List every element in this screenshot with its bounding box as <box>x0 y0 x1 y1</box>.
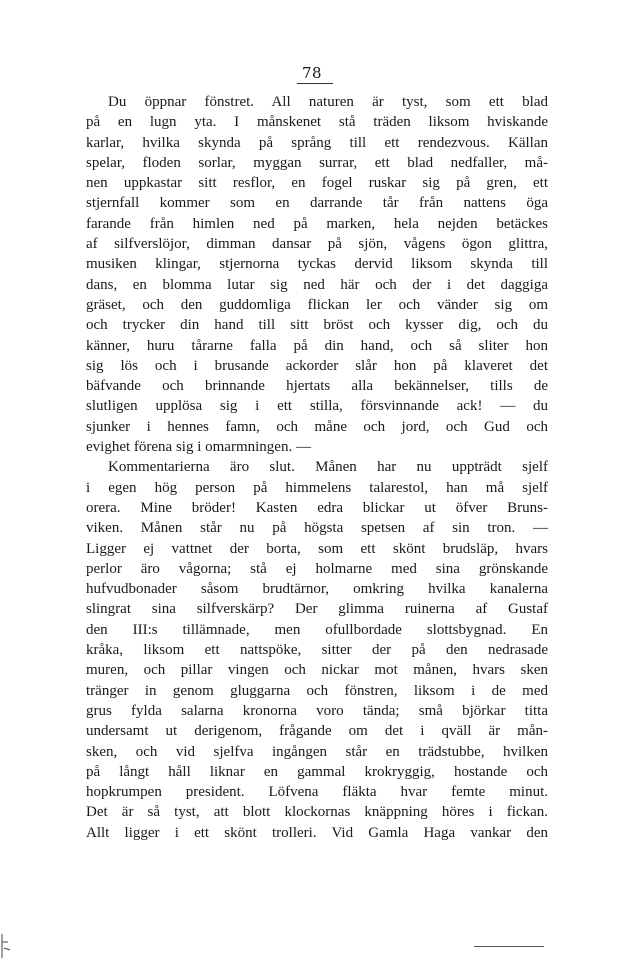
text-line: af silfverslöjor, dimman dansar på sjön, vågens ögon glittra, <box>86 236 548 253</box>
text-line: Allt ligger i ett skönt trolleri. Vid Gamla Haga vankar den <box>86 824 548 841</box>
text-line: kråka, liksom ett nattspöke, sitter der på den nedrasade <box>86 642 548 659</box>
bottom-rule <box>474 946 544 947</box>
text-line: på långt håll liknar en gammal krokryggig, hostande och <box>86 763 548 780</box>
text-line: farande från himlen ned på marken, hela nejden betäckes <box>86 215 548 232</box>
text-line: Det är så tyst, att blott klockornas knäppning höres i fickan. <box>86 804 548 821</box>
text-line: karlar, hvilka skynda på språng till ett rendezvous. Källan <box>86 134 548 151</box>
text-line: muren, och pillar vingen och nickar mot månen, hvars sken <box>86 662 548 679</box>
text-line: känner, huru tårarne falla på din hand, och så sliter hon <box>86 337 548 354</box>
text-line: bäfvande och brinnande hjertats alla bekännelser, tills de <box>86 378 548 395</box>
text-line: nen uppkastar sitt resflor, en fogel ruskar sig på gren, ett <box>86 175 548 192</box>
text-line: den III:s tillämnade, men ofullbordade slottsbygnad. En <box>86 621 548 638</box>
text-line: på en lugn yta. I månskenet stå träden liksom hviskande <box>86 114 548 131</box>
page-number: 78 <box>301 64 323 82</box>
text-line: sjunker i hennes famn, och måne och jord, och Gud och <box>86 418 548 435</box>
text-line: spelar, floden sorlar, myggan surrar, ett blad nedfaller, må- <box>86 154 548 171</box>
margin-scan-mark <box>0 928 14 960</box>
body-text <box>86 92 548 843</box>
text-line: undersamt ut derigenom, frågande om det i qväll är mån- <box>86 723 548 740</box>
text-line: Ligger ej vattnet der borta, som ett skönt brudsläp, hvars <box>86 540 548 557</box>
text-line: perlor äro vågorna; stå ej holmarne med sina grönskande <box>86 560 548 577</box>
text-line: dans, en blomma lutar sig ned här och der i det daggiga <box>86 276 548 293</box>
text-line: evighet förena sig i omarmningen. — <box>86 439 311 456</box>
text-line: slingrat sina silfverskärp? Der glimma ruinerna af Gustaf <box>86 601 548 618</box>
text-line: sig lös och i brusande ackorder slår hon på klaveret det <box>86 357 548 374</box>
text-line: grus fylda salarna kronorna voro tända; små björkar titta <box>86 702 548 719</box>
text-line: och trycker din hand till sitt bröst och kysser dig, och du <box>86 317 548 334</box>
text-line: viken. Månen står nu på högsta spetsen af sin tron. — <box>86 520 548 537</box>
text-line: musiken klingar, stjernorna tyckas dervid liksom skynda till <box>86 256 548 273</box>
text-line: hufvudbonader såsom brudtärnor, omkring hvilka kanalerna <box>86 581 548 598</box>
text-line: orera. Mine bröder! Kasten edra blickar ut öfver Bruns- <box>86 499 548 516</box>
text-line: stjernfall kommer som en darrande tår från nattens öga <box>86 195 548 212</box>
text-line: i egen hög person på himmelens talarestol, han må sjelf <box>86 479 548 496</box>
text-line: sken, och vid sjelfva ingången står en trädstubbe, hvilken <box>86 743 548 760</box>
page-number-rule <box>297 83 333 84</box>
text-line: Kommentarierna äro slut. Månen har nu uppträdt sjelf <box>108 459 548 476</box>
text-line: Du öppnar fönstret. All naturen är tyst, som ett blad <box>108 94 548 110</box>
text-line: gräset, och den guddomliga flickan ler och vänder sig om <box>86 296 548 313</box>
text-line: hopkrumpen president. Löfvena fläkta hvar femte minut. <box>86 784 548 801</box>
text-line: tränger in genom gluggarna och fönstren, liksom i de med <box>86 682 548 699</box>
text-line: slutligen upplösa sig i ett stilla, försvinnande ack! — du <box>86 398 548 415</box>
